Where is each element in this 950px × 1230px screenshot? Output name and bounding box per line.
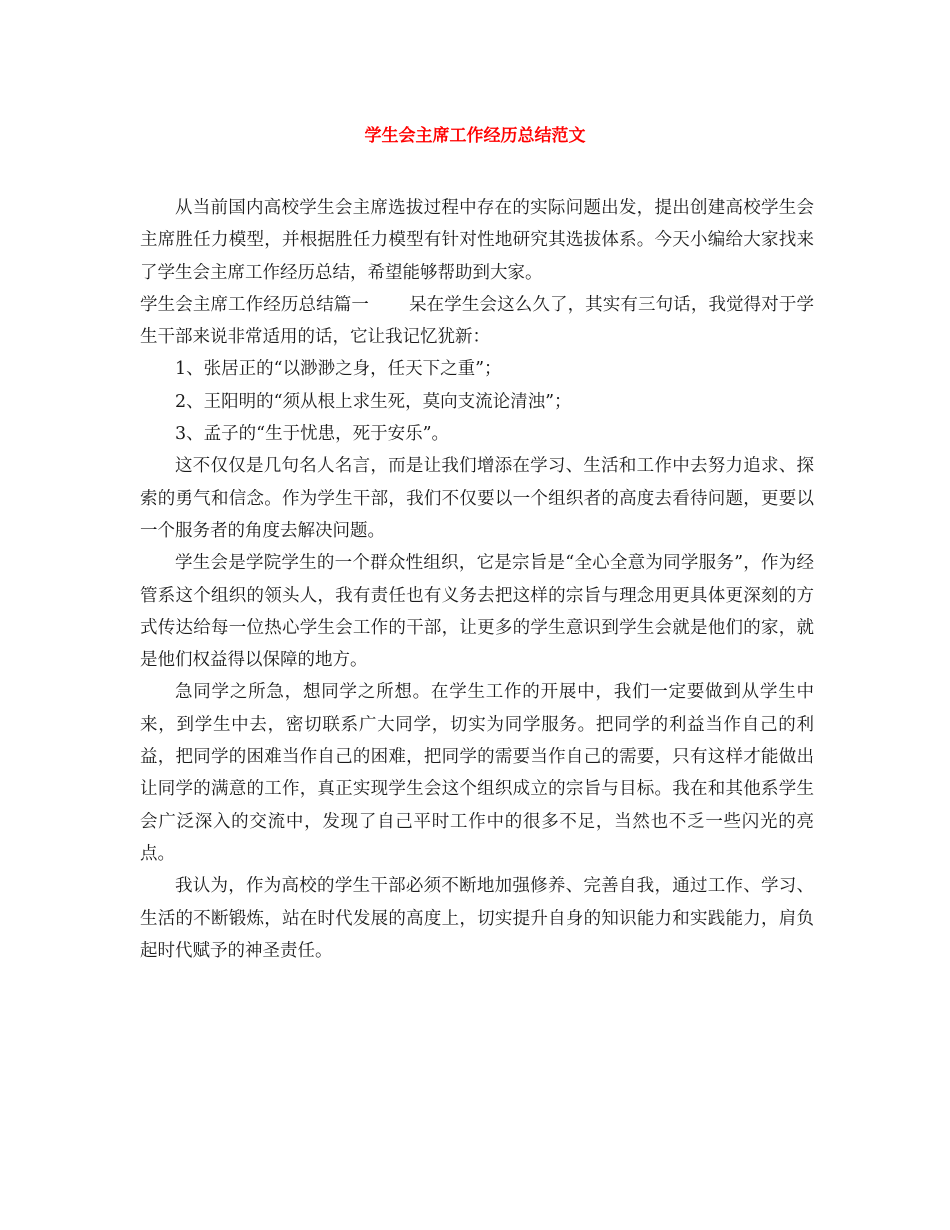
body-paragraph: 学生会是学院学生的一个群众性组织，它是宗旨是“全心全意为同学服务”，作为经管系这个组织的领头人，我有责任也有义务去把这样的宗旨与理念用更具体更深刻的方式传达给每一位热心学生会工作的干部，让更多的学生意识到学生会就是他们的家，就是他们权益得以保障的地方。 (140, 553, 814, 671)
quote-item-2: 2、王阳明的“须从根上求生死，莫向支流论清浊”； (175, 391, 572, 412)
body-paragraph: 我认为，作为高校的学生干部必须不断地加强修养、完善自我，通过工作、学习、生活的不断锻炼，站在时代发展的高度上，切实提升自身的知识能力和实践能力，肩负起时代赋予的神圣责任。 (140, 876, 814, 961)
section-heading: 学生会主席工作经历总结篇一 (140, 294, 369, 315)
body-paragraph: 这不仅仅是几句名人名言，而是让我们增添在学习、生活和工作中去努力追求、探索的勇气和信念。作为学生干部，我们不仅要以一个组织者的高度去看待问题，更要以一个服务者的角度去解决问题。 (140, 456, 814, 541)
quote-item-3: 3、孟子的“生于忧患，死于安乐”。 (175, 424, 450, 445)
document-title: 学生会主席工作经历总结范文 (364, 126, 586, 146)
intro-paragraph: 从当前国内高校学生会主席选拔过程中存在的实际问题出发，提出创建高校学生会主席胜任力模型，并根据胜任力模型有针对性地研究其选拔体系。今天小编给大家找来了学生会主席工作经历总结，希望能够帮助到大家。 (140, 198, 814, 283)
document-body (140, 192, 814, 967)
section-lead-text: 呆在学生会这么久了，其实有三句话，我觉得对于学生干部来说非常适用的话，它让我记忆犹新： (140, 294, 815, 348)
quote-item-1: 1、张居正的“以渺渺之身，任天下之重”； (175, 359, 502, 380)
section-paragraph (140, 289, 814, 354)
body-paragraph: 急同学之所急，想同学之所想。在学生工作的开展中，我们一定要做到从学生中来，到学生中去，密切联系广大同学，切实为同学服务。把同学的利益当作自己的利益，把同学的困难当作自己的困难，把同学的需要当作自己的需要，只有这样才能做出让同学的满意的工作，真正实现学生会这个组织成立的宗旨与目标。我在和其他系学生会广泛深入的交流中，发现了自己平时工作中的很多不足，当然也不乏一些闪光的亮点。 (140, 682, 814, 864)
